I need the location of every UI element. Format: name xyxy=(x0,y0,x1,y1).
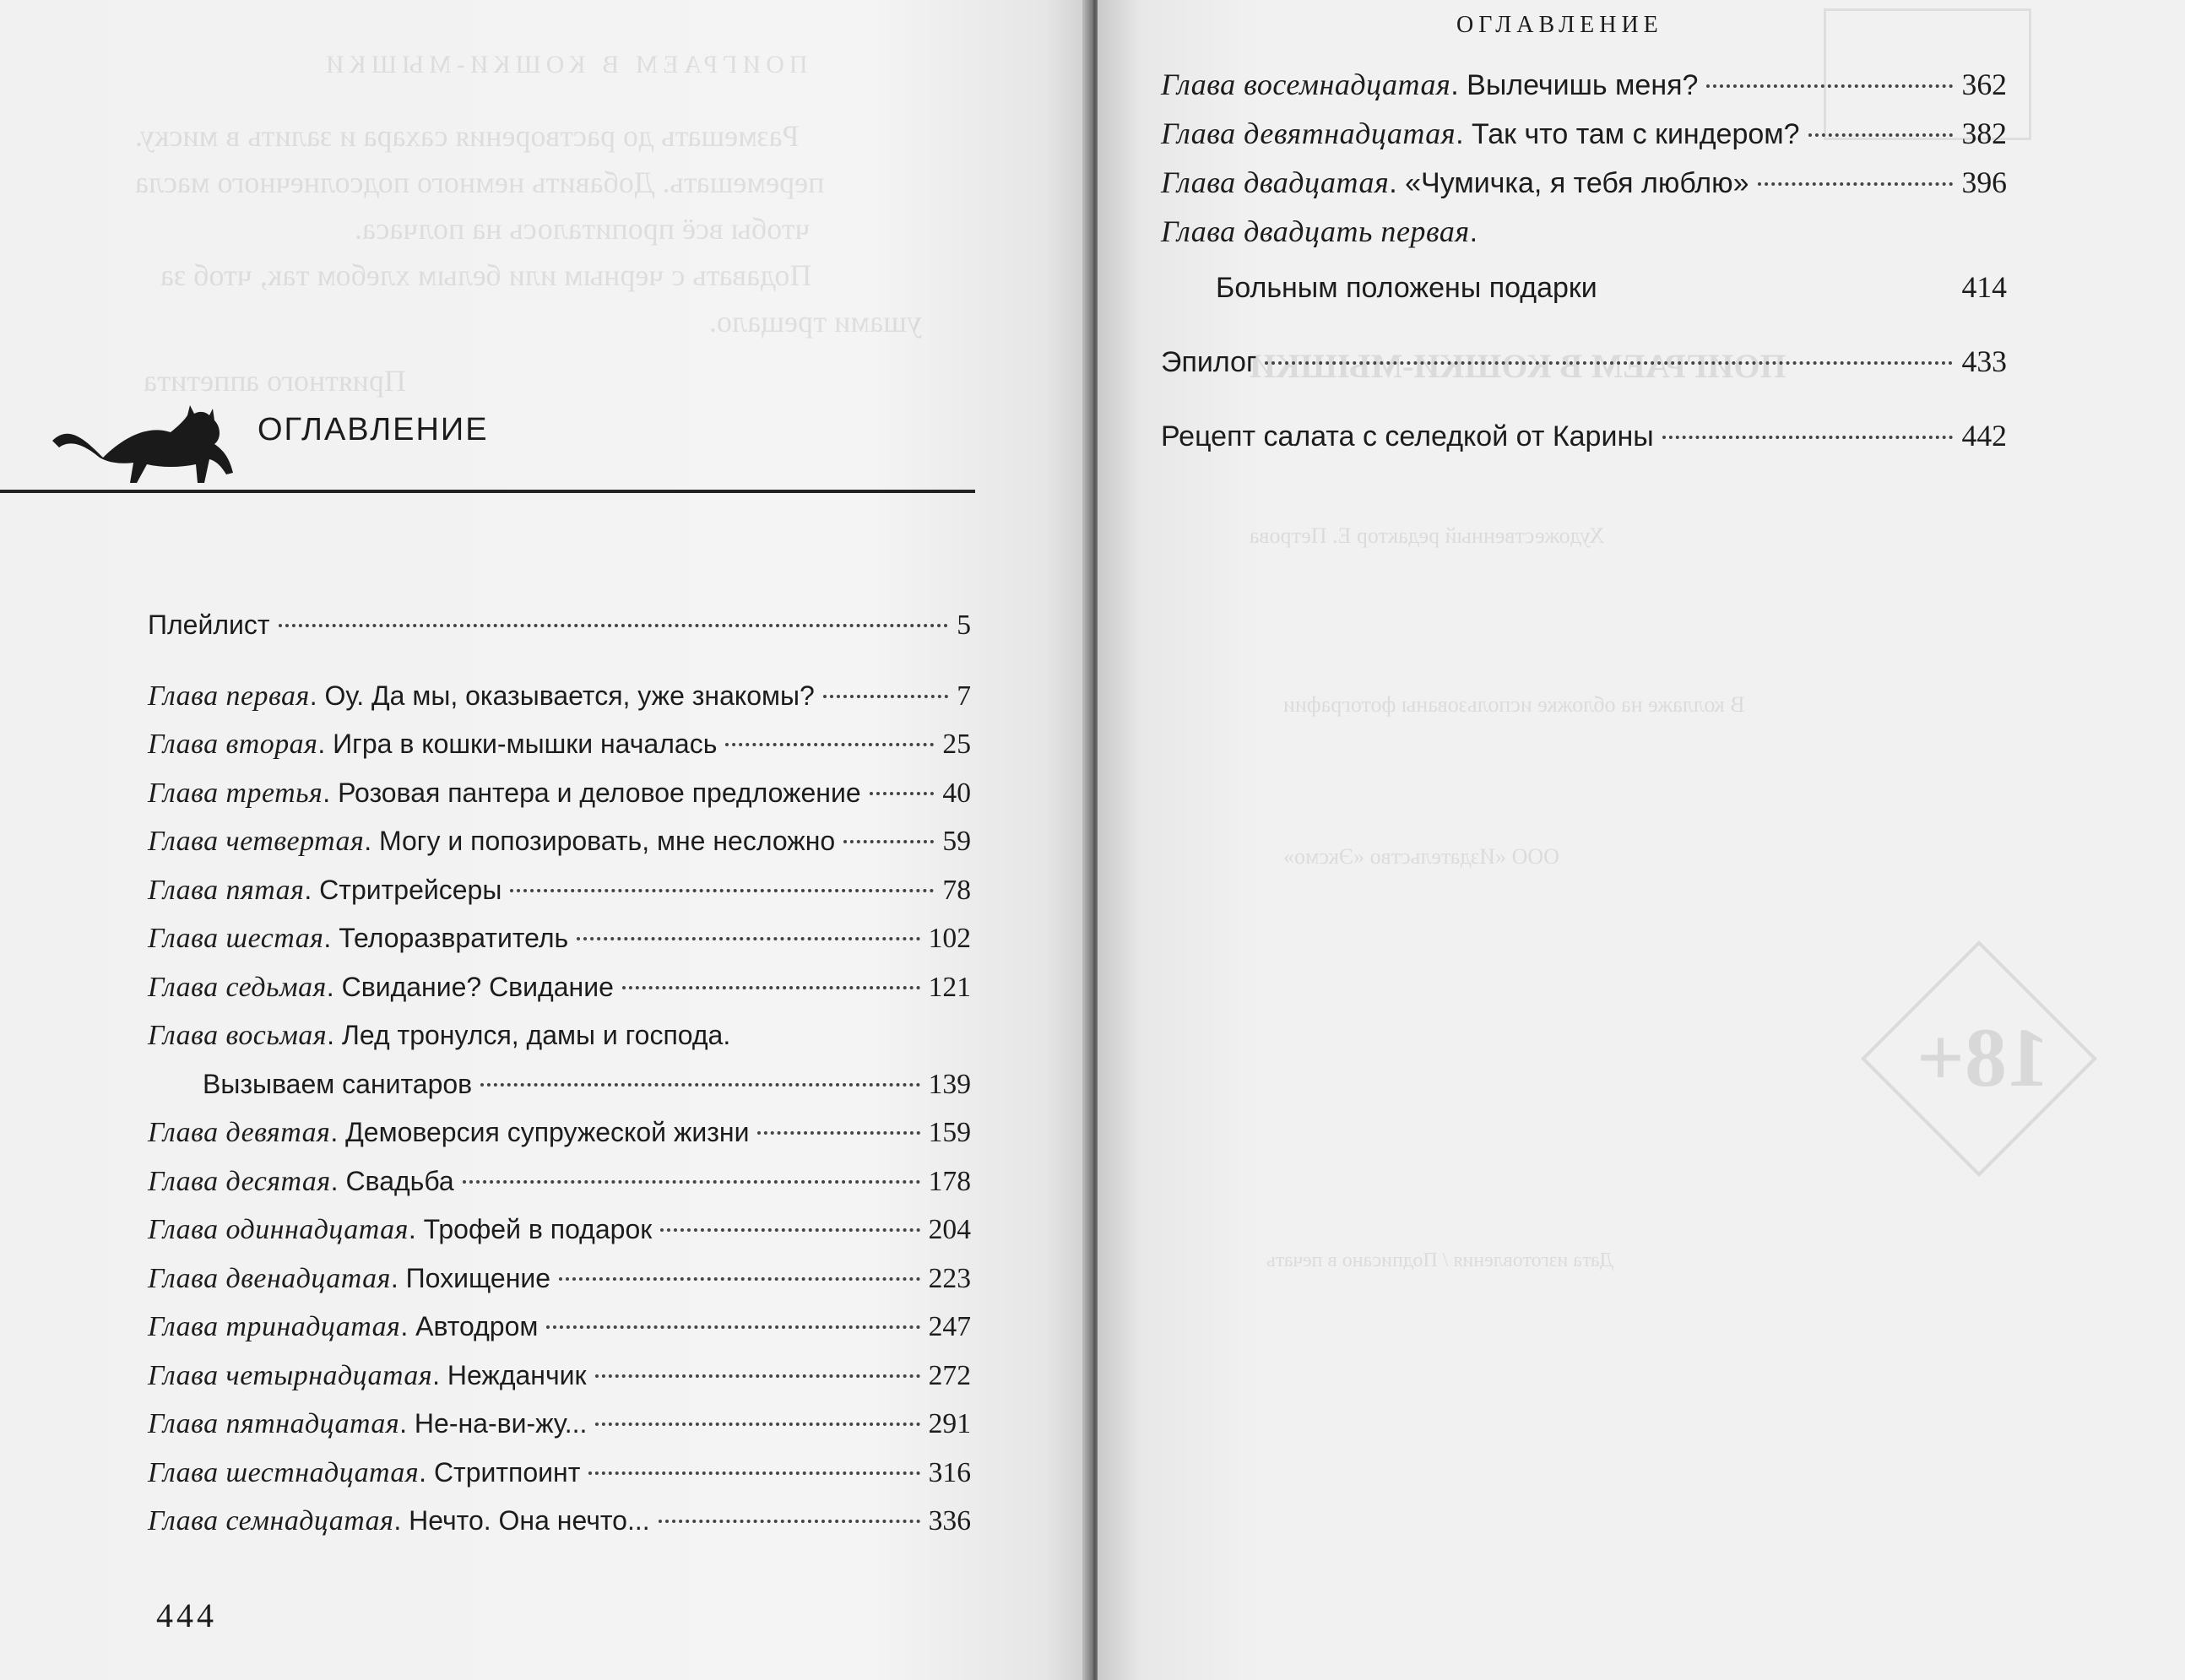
dot-leader xyxy=(843,840,934,843)
chapter-number: Глава седьмая xyxy=(148,971,327,1003)
running-head: ОГЛАВЛЕНИЕ xyxy=(1456,12,1663,38)
entry-title: Вызываем санитаров xyxy=(203,1068,473,1099)
entry-title: . Могу и попозировать, мне несложно xyxy=(364,826,836,856)
toc-entry xyxy=(148,1352,971,1401)
toc-entry xyxy=(148,1400,971,1449)
bleed-through-text: Художественный редактор Е. Петрова xyxy=(1250,523,1605,548)
bleed-through-text: Дата изготовления / Подписано в печать xyxy=(1266,1249,1614,1271)
bleed-through-text: 18+ xyxy=(1917,1011,2049,1104)
chapter-number: Глава семнадцатая xyxy=(148,1505,394,1536)
dot-leader xyxy=(480,1083,919,1087)
entry-title: Плейлист xyxy=(148,610,270,640)
chapter-number: Глава тринадцатая xyxy=(148,1311,401,1342)
left-page xyxy=(0,0,1089,1680)
toc-entry xyxy=(1161,338,2007,387)
entry-title: . Телоразвратитель xyxy=(323,923,569,953)
page-number: 247 xyxy=(928,1311,971,1342)
page-number: 272 xyxy=(928,1359,971,1391)
bleed-through-text: ПОИГРАЕМ В КОШКИ-МЫШКИ xyxy=(321,51,808,79)
dot-leader xyxy=(510,889,934,892)
page-number: 25 xyxy=(942,729,971,760)
chapter-number: Глава шестнадцатая xyxy=(148,1456,420,1488)
dot-leader xyxy=(725,743,934,746)
entry-title: . Игра в кошки-мышки началась xyxy=(317,729,718,759)
page-number: 40 xyxy=(942,777,971,809)
entry-title: . Нечто. Она нечто... xyxy=(393,1505,650,1536)
bleed-through-text: ООО «Издательство «Эксмо» xyxy=(1283,844,1559,869)
entry-title: . Свидание? Свидание xyxy=(326,971,614,1002)
header-rule xyxy=(0,490,975,493)
toc-entry xyxy=(1161,412,2007,461)
bleed-through-text: Приятного аппетита xyxy=(144,364,406,398)
cat-silhouette-icon xyxy=(52,390,263,500)
page-number: 336 xyxy=(928,1505,971,1536)
entry-title: . Похищение xyxy=(390,1262,551,1293)
dot-leader xyxy=(823,695,948,698)
bleed-through-text: чтобы всё пропиталось на полчаса. xyxy=(355,212,811,246)
page-title: ОГЛАВЛЕНИЕ xyxy=(258,412,489,447)
entry-title: . Розовая пантера и деловое предложение xyxy=(323,777,861,808)
toc-entry xyxy=(1161,159,2007,208)
entry-title: . xyxy=(1469,216,1478,248)
toc-entry xyxy=(148,1206,971,1255)
page-number: 102 xyxy=(928,923,971,954)
dot-leader xyxy=(559,1277,920,1281)
bleed-through-text: ушами трещало. xyxy=(709,305,922,339)
chapter-number: Глава первая xyxy=(148,680,310,712)
page-number: 7 xyxy=(957,680,971,712)
dot-leader xyxy=(595,1423,919,1426)
dot-leader xyxy=(1662,436,1954,439)
toc-entry xyxy=(148,1303,971,1352)
dot-leader xyxy=(463,1180,920,1184)
toc-entry xyxy=(148,817,971,866)
table-of-contents xyxy=(148,601,971,1546)
chapter-number: Глава восемнадцатая xyxy=(1161,68,1451,101)
toc-entry xyxy=(148,1449,971,1498)
entry-title: . Лед тронулся, дамы и господа. xyxy=(327,1020,731,1050)
chapter-number: Глава двадцать первая xyxy=(1161,214,1470,248)
table-of-contents-continued xyxy=(1161,61,2007,461)
toc-entry xyxy=(148,769,971,818)
page-folio: 444 xyxy=(156,1596,217,1634)
chapter-number: Глава двенадцатая xyxy=(148,1262,391,1294)
dot-leader xyxy=(1758,182,1954,186)
dot-leader xyxy=(577,937,919,940)
page-number: 316 xyxy=(928,1456,971,1488)
chapter-number: Глава пятнадцатая xyxy=(148,1408,400,1439)
toc-entry xyxy=(148,1108,971,1157)
toc-entry xyxy=(1161,110,2007,159)
page-number: 291 xyxy=(928,1408,971,1439)
entry-title: Рецепт салата с селедкой от Карины xyxy=(1161,420,1654,453)
chapter-number: Глава девятая xyxy=(148,1117,331,1148)
entry-title: . Нежданчик xyxy=(432,1359,587,1390)
entry-title: . Автодром xyxy=(400,1311,539,1341)
dot-leader xyxy=(659,1520,920,1523)
toc-entry xyxy=(148,672,971,721)
dot-leader xyxy=(660,1228,919,1232)
toc-entry-continuation xyxy=(1161,263,2007,312)
chapter-number: Глава четырнадцатая xyxy=(148,1359,433,1391)
page-number: 121 xyxy=(928,971,971,1003)
toc-entry xyxy=(148,601,971,650)
toc-entry xyxy=(148,720,971,769)
page-number: 159 xyxy=(928,1117,971,1148)
dot-leader xyxy=(1606,287,1954,290)
chapter-number: Глава шестая xyxy=(148,923,324,954)
page-number: 382 xyxy=(1961,117,2007,150)
page-number: 5 xyxy=(957,610,971,641)
page-number: 178 xyxy=(928,1165,971,1197)
dot-leader xyxy=(1706,84,1953,88)
page-number: 442 xyxy=(1961,419,2007,453)
page-number: 139 xyxy=(928,1068,971,1100)
entry-title: . Вылечишь меня? xyxy=(1450,69,1699,101)
entry-title: . Так что там с киндером? xyxy=(1456,118,1800,150)
chapter-number: Глава девятнадцатая xyxy=(1161,117,1456,150)
bleed-through-text: Подавать с черным или белым хлебом так, чтоб за xyxy=(160,258,812,292)
page-number: 396 xyxy=(1961,165,2007,199)
toc-entry xyxy=(148,914,971,963)
bleed-through-text: Размешать до растворения сахара и залить в миску. xyxy=(135,119,800,153)
dot-leader xyxy=(546,1325,919,1329)
chapter-number: Глава пятая xyxy=(148,874,305,906)
dot-leader xyxy=(588,1471,919,1475)
entry-title: . Стритрейсеры xyxy=(304,874,502,905)
entry-title: . Не-на-ви-жу... xyxy=(399,1408,588,1439)
page-number: 433 xyxy=(1961,344,2007,378)
entry-title: Больным положены подарки xyxy=(1216,272,1597,304)
bleed-through-text: ПОИГРАЕМ В КОШКИ-МЫШКИ xyxy=(1250,347,1786,385)
toc-entry xyxy=(148,1255,971,1303)
page-number: 59 xyxy=(942,826,971,857)
page-number: 78 xyxy=(942,874,971,906)
dot-leader xyxy=(757,1131,919,1135)
dot-leader xyxy=(1265,361,1953,365)
chapter-number: Глава восьмая xyxy=(148,1020,328,1051)
entry-title: . Оу. Да мы, оказывается, уже знакомы? xyxy=(309,680,815,711)
page-number: 362 xyxy=(1961,68,2007,101)
toc-entry-continuation xyxy=(148,1060,971,1109)
page-number: 204 xyxy=(928,1214,971,1245)
chapter-number: Глава вторая xyxy=(148,729,318,760)
toc-entry xyxy=(1161,208,2007,257)
entry-title: . Стритпоинт xyxy=(419,1456,581,1488)
page-number: 223 xyxy=(928,1262,971,1294)
bleed-through-text: перемешать. Добавить немного подсолнечного масла xyxy=(135,165,825,199)
dot-leader xyxy=(595,1374,920,1378)
entry-title: Эпилог xyxy=(1161,346,1257,378)
bleed-through-text: В коллаже на обложке использованы фотографии xyxy=(1283,692,1745,717)
chapter-number: Глава четвертая xyxy=(148,826,365,857)
entry-title: . Свадьба xyxy=(330,1165,454,1196)
toc-entry xyxy=(148,866,971,915)
dot-leader xyxy=(622,986,920,989)
entry-title: . Демоверсия супружеской жизни xyxy=(330,1117,750,1147)
entry-title: . Трофей в подарок xyxy=(408,1214,653,1244)
entry-title: . «Чумичка, я тебя люблю» xyxy=(1389,167,1749,199)
toc-entry xyxy=(148,963,971,1012)
dot-leader xyxy=(870,792,935,795)
page-number: 414 xyxy=(1961,270,2007,304)
chapter-number: Глава одиннадцатая xyxy=(148,1214,409,1245)
chapter-number: Глава двадцатая xyxy=(1161,165,1390,199)
toc-entry xyxy=(148,1157,971,1206)
dot-leader xyxy=(279,624,949,627)
toc-entry xyxy=(148,1011,971,1060)
toc-entry xyxy=(1161,61,2007,110)
toc-entry xyxy=(148,1497,971,1546)
chapter-number: Глава третья xyxy=(148,777,323,809)
chapter-number: Глава десятая xyxy=(148,1165,331,1197)
dot-leader xyxy=(1808,133,1954,137)
